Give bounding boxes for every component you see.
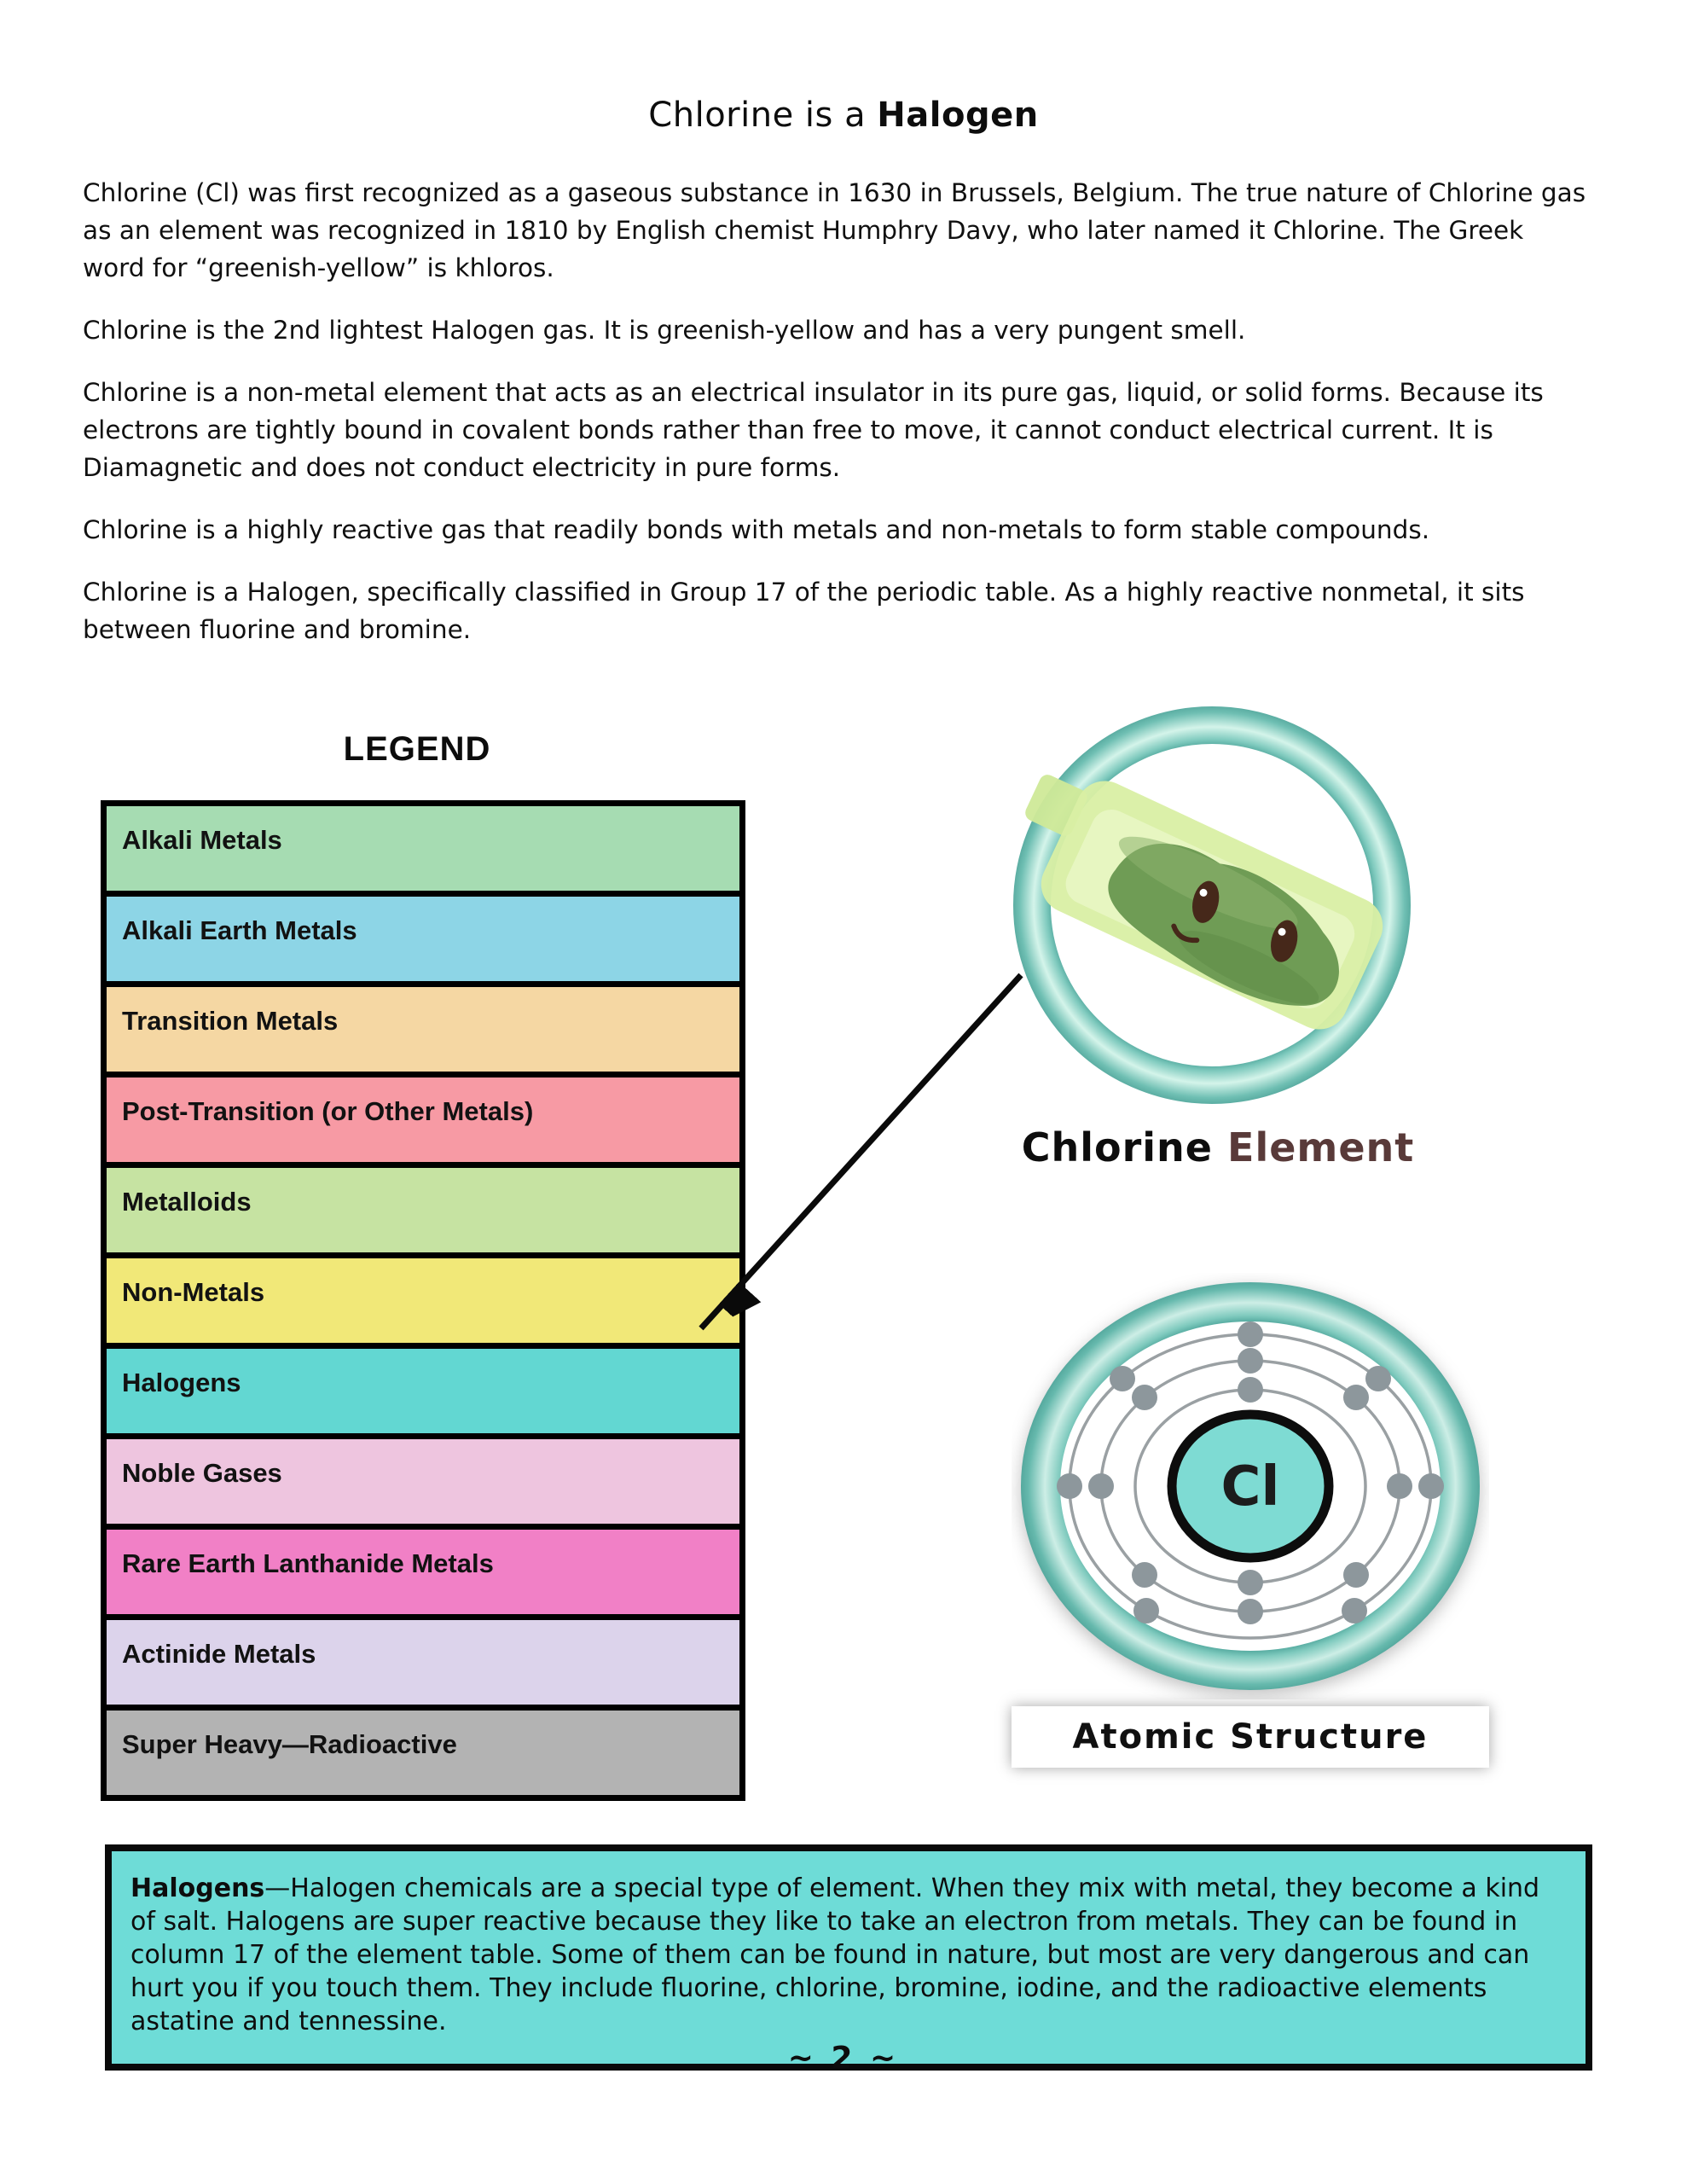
electron <box>1343 1385 1369 1410</box>
legend-label: Noble Gases <box>122 1458 282 1488</box>
electron <box>1238 1599 1263 1624</box>
legend-row-rare-earth-lanthanide <box>107 1530 739 1620</box>
legend-row-halogens <box>107 1349 739 1439</box>
legend-row-metalloids <box>107 1168 739 1258</box>
legend-label: Transition Metals <box>122 1006 339 1036</box>
electron <box>1343 1562 1369 1588</box>
legend-label: Alkali Metals <box>122 825 282 855</box>
electron <box>1387 1473 1412 1499</box>
electron <box>1238 1570 1263 1595</box>
electron <box>1238 1321 1263 1347</box>
legend-label: Post-Transition (or Other Metals) <box>122 1096 534 1126</box>
paragraph-reactive-gas: Chlorine is a highly reactive gas that readily bonds with metals and non-metals to form stable compounds. <box>83 515 1430 544</box>
caption-chlorine: Chlorine <box>1021 1124 1228 1170</box>
paragraph-history: Chlorine (Cl) was first recognized as a gaseous substance in 1630 in Brussels, Belgium. The true nature of Chlorine gas as an element was recognized in 1810 by English chemist Humphry Davy, who later named it Chlorine. The Greek word for “greenish-yellow” is khloros. <box>83 178 1586 282</box>
electron <box>1088 1473 1114 1499</box>
legend-row-noble-gases <box>107 1439 739 1530</box>
legend-table <box>101 800 745 1801</box>
nucleus-label: Cl <box>1220 1455 1280 1519</box>
electron <box>1133 1598 1159 1623</box>
legend-label: Halogens <box>122 1368 241 1397</box>
legend-label: Actinide Metals <box>122 1639 316 1669</box>
page-title <box>0 96 1687 135</box>
arrow-line <box>701 975 1021 1328</box>
legend-row-transition-metals <box>107 987 739 1077</box>
electron <box>1418 1473 1444 1499</box>
caption-element: Element <box>1227 1124 1415 1170</box>
paragraph-group17: Chlorine is a Halogen, specifically classified in Group 17 of the periodic table. As a highly reactive nonmetal, it sits between fluorine and bromine. <box>83 578 1525 644</box>
legend-label: Alkali Earth Metals <box>122 915 357 945</box>
electron <box>1110 1366 1135 1391</box>
electron <box>1057 1473 1082 1499</box>
chlorine-element-badge-image <box>1005 698 1419 1112</box>
electron <box>1132 1385 1157 1410</box>
legend-row-alkali-metals <box>107 806 739 897</box>
electron <box>1132 1562 1157 1588</box>
page-title-prefix: Chlorine is a <box>648 96 878 135</box>
electron <box>1238 1348 1263 1374</box>
legend-label: Rare Earth Lanthanide Metals <box>122 1548 494 1578</box>
body-paragraphs <box>83 174 1592 648</box>
halogen-box-lead: Halogens <box>130 1873 265 1903</box>
electron <box>1342 1598 1367 1623</box>
atomic-structure-caption: Atomic Structure <box>1012 1706 1489 1768</box>
chlorine-element-caption <box>979 1124 1457 1170</box>
page-title-emphasis: Halogen <box>877 96 1039 135</box>
page-number: ~ 2 ~ <box>787 2041 900 2076</box>
legend-row-actinide-metals <box>107 1620 739 1711</box>
legend-row-non-metals <box>107 1258 739 1349</box>
paragraph-nonmetal-insulator: Chlorine is a non-metal element that acts as an electrical insulator in its pure gas, liquid, or solid forms. Because its electrons are tightly bound in covalent bonds rather than free to move, it cannot conduct electrical current. It is Diamagnetic and does not conduct electricity in pure forms. <box>83 378 1544 482</box>
electron <box>1238 1377 1263 1403</box>
legend-label: Metalloids <box>122 1187 252 1217</box>
halogen-definition-box <box>105 1844 1592 2071</box>
legend-heading: LEGEND <box>343 730 491 768</box>
atomic-structure-diagram <box>1012 1273 1489 1699</box>
electron <box>1365 1366 1391 1391</box>
legend-label: Non-Metals <box>122 1277 265 1307</box>
legend-row-super-heavy-radioactive <box>107 1711 739 1795</box>
halogen-box-text: —Halogen chemicals are a special type of element. When they mix with metal, they become a kind of salt. Halogens are super reactive because they like to take an electron from metals. They can be found in column 17 of the element table. Some of them can be found in nature, but most are very dangerous and can hurt you if you touch them. They include fluorine, chlorine, bromine, iodine, and the radioactive elements astatine and tennessine. <box>130 1873 1540 2036</box>
legend-label: Super Heavy—Radioactive <box>122 1729 457 1759</box>
legend-row-alkali-earth-metals <box>107 897 739 987</box>
paragraph-lightest-halogen: Chlorine is the 2nd lightest Halogen gas. It is greenish-yellow and has a very pungent smell. <box>83 316 1246 345</box>
legend-row-post-transition-metals <box>107 1077 739 1168</box>
